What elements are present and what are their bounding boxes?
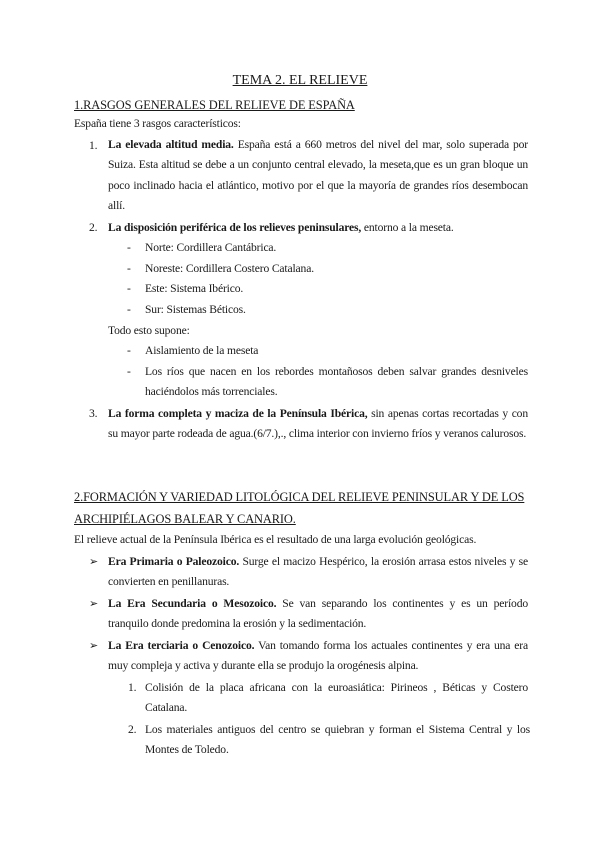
section1-intro: España tiene 3 rasgos característicos: [74,117,241,130]
era-terciaria-text: Van tomando forma los actuales continentes y era una era muy compleja y activa y durante ella se produjo la orogénesis alpina. [108,639,528,673]
relieve-dash: - [127,262,131,275]
relieve-dash: - [127,282,131,295]
relieve-south: Sur: Sistemas Béticos. [145,303,246,316]
supone-dash: - [127,344,131,357]
item1-text: España está a 660 metros del nivel del mar, solo superada por Suiza. Esta altitud se debe a un conjunto central elevado, la meseta,que es un gran bloque un poco inclinado hacia el atlántico, motivo por el que la mayoría de grandes ríos desembocan allí. [108,138,529,213]
item3-text: sin apenas cortas recortadas y con su mayor parte rodeada de agua.(6/7.),., clima interior con invierno fríos y veranos calurosos. [108,407,528,441]
supone-dash: - [127,365,131,378]
supone-rios: Los ríos que nacen en los rebordes montañosos deben salvar grandes desniveles haciéndolos más torrenciales. [145,365,528,399]
document-title: TEMA 2. EL RELIEVE [232,73,368,88]
item2-text: entorno a la meseta. [361,221,454,234]
item3-number: 3. [89,407,98,420]
item3-bold: La forma completa y maciza de la Península Ibérica, [108,407,368,420]
era-primaria-bold: Era Primaria o Paleozoico. [108,555,240,568]
sub2-text: Los materiales antiguos del centro se quiebran y forman el Sistema Central y los Montes de Toledo. [145,723,530,757]
arrow-bullet-icon: ➢ [89,640,99,652]
item1-paragraph [108,135,528,217]
item3-paragraph [108,404,528,445]
era-terciaria [108,636,528,677]
relieve-dash: - [127,303,131,316]
item2-number: 2. [89,221,98,234]
era-secundaria-bold: La Era Secundaria o Mesozoico. [108,597,277,610]
item1-number: 1. [89,139,98,152]
sub2-number: 2. [128,723,137,736]
supone-label: Todo esto supone: [108,324,190,337]
section1-heading: 1.RASGOS GENERALES DEL RELIEVE DE ESPAÑA [74,98,355,112]
section2-heading: 2.FORMACIÓN Y VARIEDAD LITOLÓGICA DEL RELIEVE PENINSULAR Y DE LOS ARCHIPIÉLAGOS BALEAR Y CANARIO. [74,490,525,526]
item2-bold: La disposición periférica de los relieves peninsulares, [108,221,362,234]
supone-aislamiento: Aislamiento de la meseta [145,344,259,357]
item1-bold: La elevada altitud media. [108,138,234,151]
era-secundaria [108,594,528,635]
era-secundaria-text: Se van separando los continentes y es un período tranquilo donde predomina la erosión y la sedimentación. [108,597,528,631]
relieve-dash: - [127,241,131,254]
relieve-northeast: Noreste: Cordillera Costero Catalana. [145,262,314,275]
arrow-bullet-icon: ➢ [89,556,99,568]
era-primaria [108,552,528,593]
relieve-east: Este: Sistema Ibérico. [145,282,244,295]
sub1-text: Colisión de la placa africana con la euroasiática: Pirineos , Béticas y Costero Catalana. [145,681,528,715]
section2-intro: El relieve actual de la Península Ibérica es el resultado de una larga evolución geológicas. [74,533,477,546]
sub1-number: 1. [128,681,137,694]
era-terciaria-bold: La Era terciaria o Cenozoico. [108,639,255,652]
item2-paragraph [108,218,528,238]
era-primaria-text: Surge el macizo Hespérico, la erosión arrasa estos niveles y se convierten en penillanuras. [108,555,528,589]
arrow-bullet-icon: ➢ [89,598,99,610]
relieve-north: Norte: Cordillera Cantábrica. [145,241,277,254]
